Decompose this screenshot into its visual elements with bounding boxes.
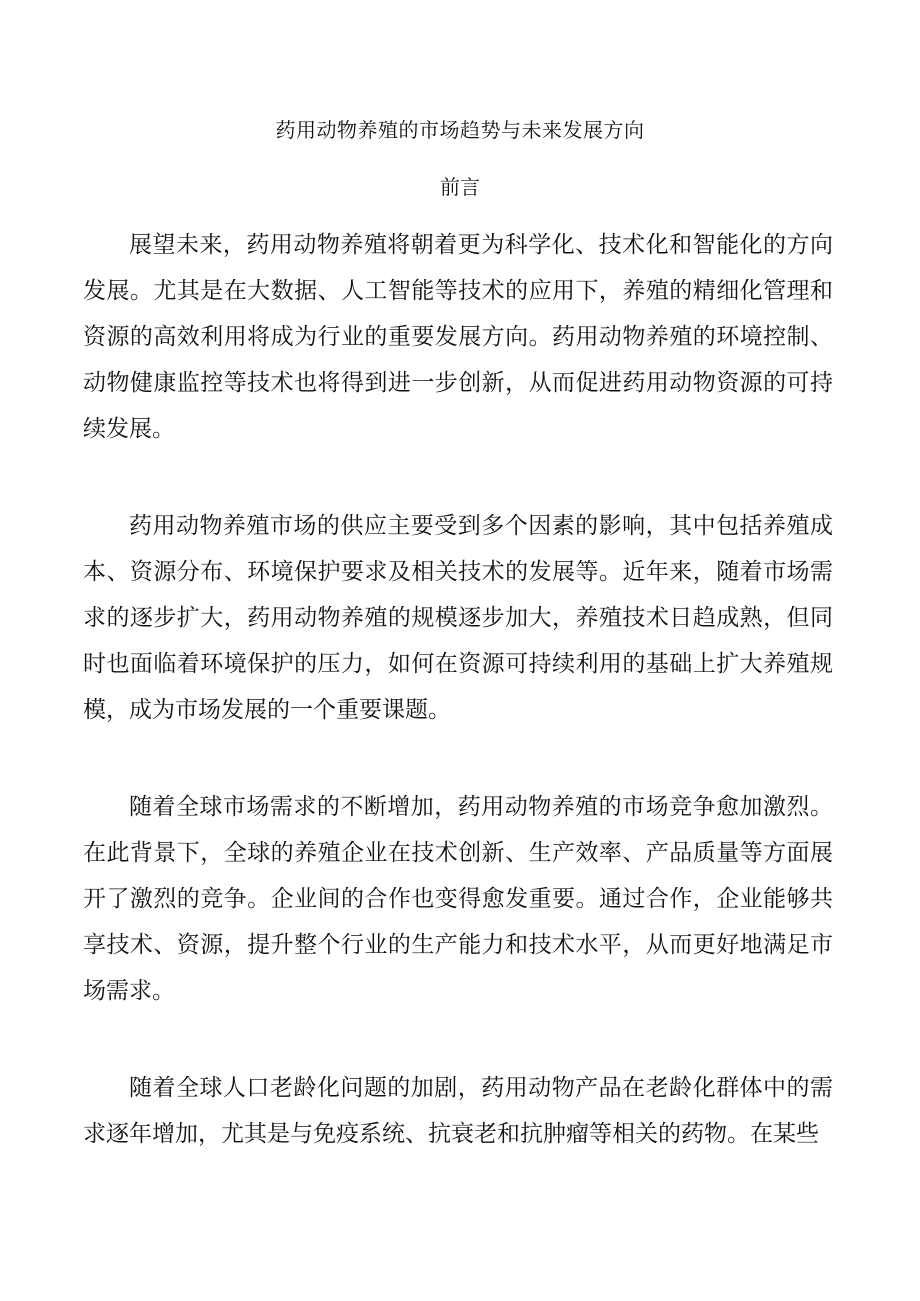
paragraph-2: 药用动物养殖市场的供应主要受到多个因素的影响，其中包括养殖成本、资源分布、环境保护要求及相关技术的发展等。近年来，随着市场需求的逐步扩大，药用动物养殖的规模逐步加大，养殖技术日趋成熟，但同时也面临着环境保护的压力，如何在资源可持续利用的基础上扩大养殖规模，成为市场发展的一个重要课题。 bbox=[83, 513, 833, 723]
paragraph-3: 随着全球市场需求的不断增加，药用动物养殖的市场竞争愈加激烈。在此背景下，全球的养殖企业在技术创新、生产效率、产品质量等方面展开了激烈的竞争。企业间的合作也变得愈发重要。通过合作，企业能够共享技术、资源，提升整个行业的生产能力和技术水平，从而更好地满足市场需求。 bbox=[83, 794, 833, 1004]
paragraph-1: 展望未来，药用动物养殖将朝着更为科学化、技术化和智能化的方向发展。尤其是在大数据、人工智能等技术的应用下，养殖的精细化管理和资源的高效利用将成为行业的重要发展方向。药用动物养殖的环境控制、动物健康监控等技术也将得到进一步创新，从而促进药用动物资源的可持续发展。 bbox=[83, 232, 833, 442]
section-heading: 前言 bbox=[440, 175, 480, 199]
document-title: 药用动物养殖的市场趋势与未来发展方向 bbox=[275, 118, 645, 142]
paragraph-4: 随着全球人口老龄化问题的加剧，药用动物产品在老龄化群体中的需求逐年增加，尤其是与免疫系统、抗衰老和抗肿瘤等相关的药物。在某些 bbox=[83, 1075, 833, 1147]
